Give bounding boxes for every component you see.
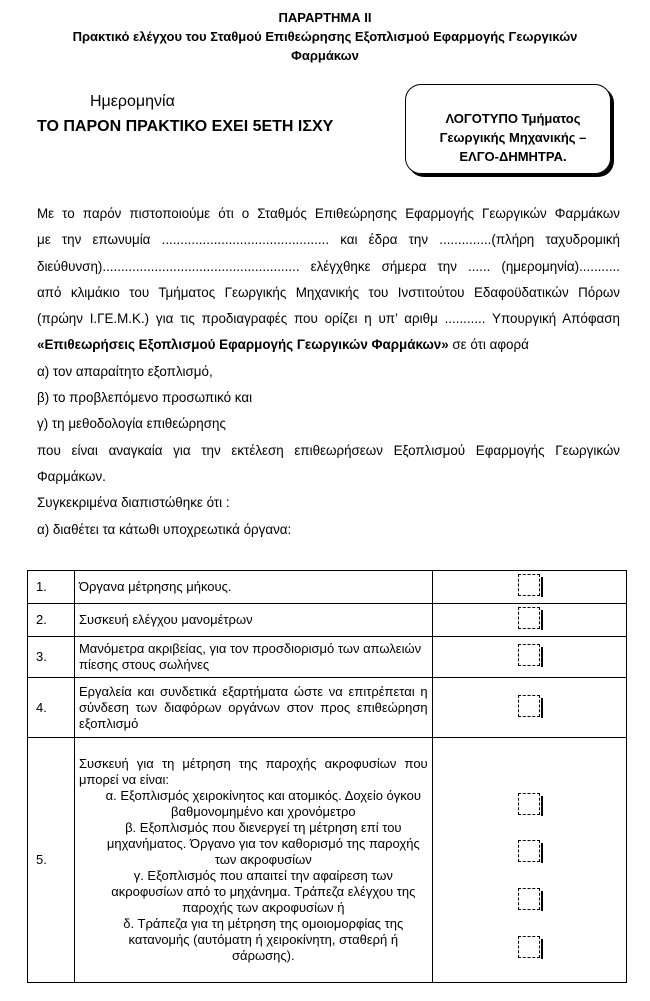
checkbox[interactable] — [518, 574, 540, 596]
row-number: 4. — [28, 678, 75, 738]
checkbox-option-a[interactable] — [518, 793, 540, 815]
paragraph-line: που είναι αναγκαία για την εκτέλεση επιθεωρήσεων Εξοπλισμού Εφαρμογής Γεωργικών — [37, 442, 620, 458]
validity-statement: ΤΟ ΠΑΡΟΝ ΠΡΑΚΤΙΚΟ ΕΧΕΙ 5ΕΤΗ ΙΣΧΥ — [37, 118, 334, 135]
decision-title: «Επιθεωρήσεις Εξοπλισμού Εφαρμογής Γεωργικών Φαρμάκων» — [37, 337, 449, 353]
paragraph-line: διεύθυνση)..................................................... ελέγχθηκε σήμερα την ...... (ημερομηνία)........... — [37, 258, 620, 274]
option-d: δ. Τράπεζα για τη μέτρηση της ομοιομορφίας της κατανομής (αυτόματη ή χειροκίνητη, σταθερή ή σάρωσης). — [123, 916, 404, 963]
checkbox[interactable] — [518, 607, 540, 629]
paragraph-line: (πρώην Ι.ΓΕ.Μ.Κ.) για τις προδιαγραφές που ορίζει η υπ’ αριθμ ........... Υπουργική Απόφαση — [37, 311, 620, 327]
option-b: β. Εξοπλισμός που διενεργεί τη μέτρηση επί του μηχανήματος. Όργανο για τον καθορισμό της παροχής των ακροφυσίων — [106, 820, 420, 867]
table-row — [28, 604, 627, 637]
instruments-checklist-table — [27, 570, 627, 983]
table-row — [28, 678, 627, 738]
checkbox[interactable] — [518, 644, 540, 666]
row-description: Συσκευή ελέγχου μανομέτρων — [74, 604, 432, 637]
instruments-intro: α) διαθέτει τα κάτωθι υποχρεωτικά όργανα: — [37, 521, 292, 537]
logo-placeholder-box — [405, 84, 611, 174]
certification-paragraph — [37, 205, 620, 547]
table-row — [28, 637, 627, 678]
protocol-title-line2: Φαρμάκων — [291, 48, 359, 63]
row-description: Μανόμετρα ακριβείας, για τον προσδιορισμό των απωλειών πίεσης στους σωλήνες — [74, 637, 432, 678]
row-number: 2. — [28, 604, 75, 637]
findings-intro: Συγκεκριμένα διαπιστώθηκε ότι : — [37, 495, 230, 511]
checkbox-option-c[interactable] — [518, 888, 540, 910]
annex-title: ΠΑΡΑΡΤΗΜΑ ΙΙ — [278, 10, 372, 25]
date-label: Ημερομηνία — [90, 93, 175, 110]
checkbox-option-b[interactable] — [518, 840, 540, 862]
paragraph-line: με την επωνυμία ............................................. και έδρα την ..............(πλήρη ταχυδρομική — [37, 232, 620, 248]
paragraph-line: Με το παρόν πιστοποιούμε ότι ο Σταθμός Επιθεώρησης Εφαρμογής Γεωργικών Φαρμάκων — [37, 206, 620, 221]
row-number: 3. — [28, 637, 75, 678]
row-description: Εργαλεία και συνδετικά εξαρτήματα ώστε να επιτρέπεται η σύνδεση των διαφόρων οργάνων στον προς επιθεώρηση εξοπλισμό — [74, 678, 432, 738]
row-description: Όργανα μέτρησης μήκους. — [74, 571, 432, 604]
option-a: α. Εξοπλισμός χειροκίνητος και ατομικός. Δοχείο όγκου βαθμονομημένο και χρονόμετρο — [105, 788, 421, 819]
paragraph-line: από κλιμάκιο του Τμήματος Γεωργικής Μηχανικής του Ινστιτούτου Εδαφοϋδατικών Πόρων — [37, 284, 620, 300]
list-item-methodology: γ) τη μεθοδολογία επιθεώρησης — [37, 416, 226, 432]
logo-line-2: Γεωργικής Μηχανικής – — [439, 130, 587, 145]
row-number: 1. — [28, 571, 75, 604]
list-item-equipment: α) τον απαραίτητο εξοπλισμό, — [37, 363, 213, 379]
paragraph-line: Φαρμάκων. — [37, 468, 106, 484]
decision-suffix: σε ότι αφορά — [448, 337, 529, 353]
logo-line-3: ΕΛΓΟ-ΔΗΜΗΤΡΑ. — [459, 149, 567, 164]
logo-line-1: ΛΟΓΟΤΥΠΟ Τμήματος — [445, 111, 581, 126]
protocol-title-line1: Πρακτικό ελέγχου του Σταθμού Επιθεώρησης Εξοπλισμού Εφαρμογής Γεωργικών — [72, 29, 578, 44]
checkbox[interactable] — [518, 695, 540, 717]
list-item-personnel: β) το προβλεπόμενο προσωπικό και — [37, 390, 253, 406]
document-header — [0, 8, 650, 65]
paragraph-line — [37, 336, 620, 362]
option-c: γ. Εξοπλισμός που απαιτεί την αφαίρεση των ακροφυσίων από το μηχάνημα. Τράπεζα ελέγχου της παροχής των ακροφυσίων ή — [111, 868, 416, 915]
row-description — [74, 738, 432, 983]
table-row — [28, 738, 627, 983]
row-number: 5. — [28, 738, 75, 983]
row-description-intro: Συσκευή για τη μέτρηση της παροχής ακροφυσίων που μπορεί να είναι: — [78, 756, 428, 787]
checkbox-option-d[interactable] — [518, 936, 540, 958]
table-row — [28, 571, 627, 604]
